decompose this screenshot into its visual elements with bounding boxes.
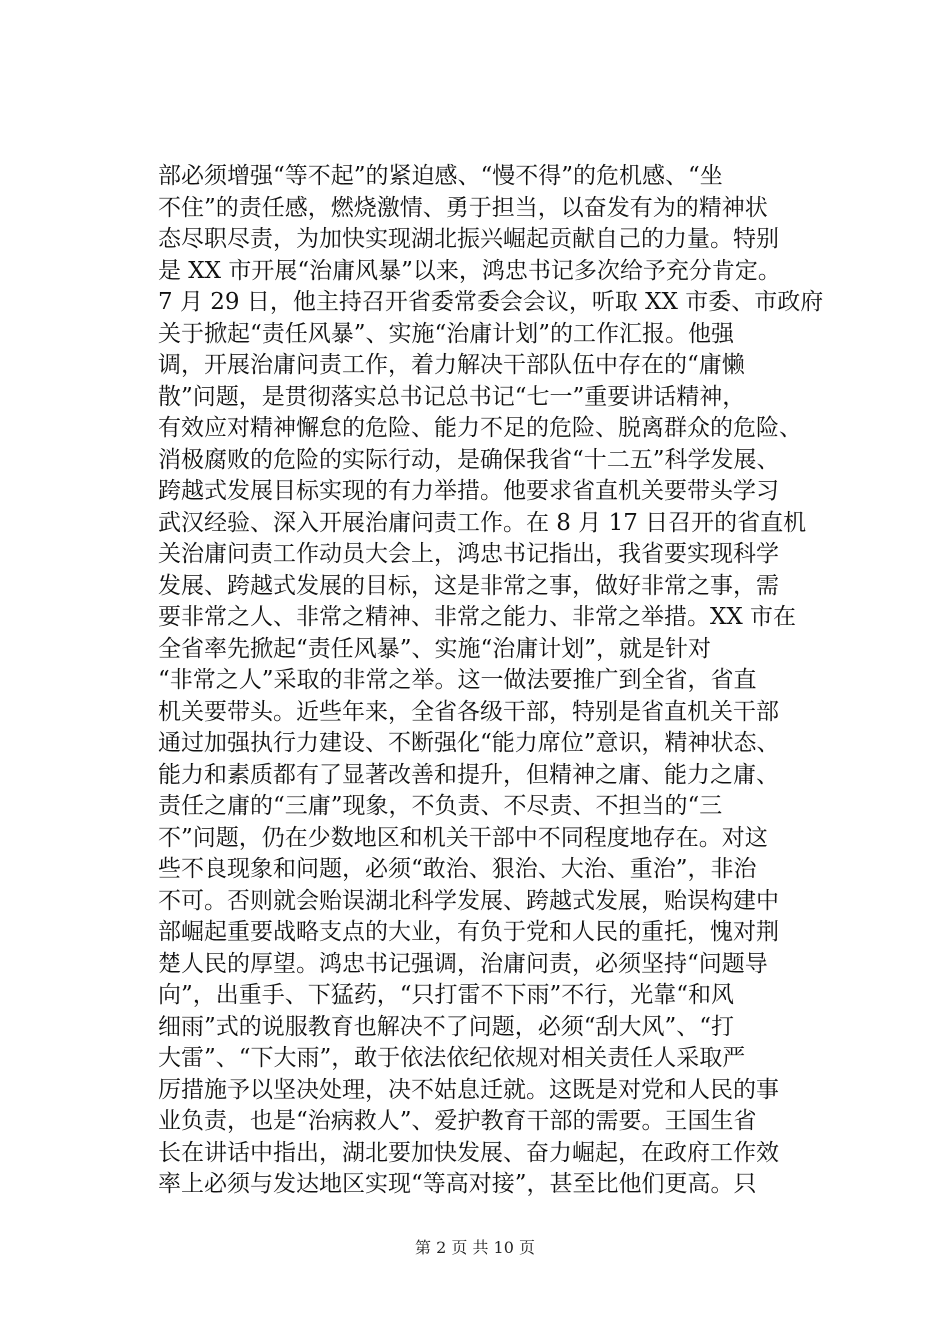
text-line: 厉措施予以坚决处理，决不姑息迁就。这既是对党和人民的事 — [158, 1076, 779, 1103]
page-footer: 第 2 页 共 10 页 — [415, 1238, 535, 1257]
text-line: 散”问题，是贯彻落实总书记总书记“七一”重要讲话精神， — [158, 383, 746, 410]
text-line: 长在讲话中指出，湖北要加快发展、奋力崛起，在政府工作效 — [158, 1139, 779, 1166]
text-line: 关于掀起“责任风暴”、实施“治庸计划”的工作汇报。他强 — [158, 320, 735, 347]
text-line: 向”，出重手、下猛药，“只打雷不下雨”不行，光靠“和风 — [158, 982, 735, 1008]
text-line: 业负责，也是“治病救人”、爱护教育干部的需要。王国生省 — [158, 1108, 757, 1134]
text-line: 跨越式发展目标实现的有力举措。他要求省直机关要带头学习 — [158, 478, 779, 504]
text-line: 不可。否则就会贻误湖北科学发展、跨越式发展，贻误构建中 — [158, 887, 779, 914]
text-line: 通过加强执行力建设、不断强化“能力席位”意识，精神状态、 — [158, 730, 780, 756]
text-line: 态尽职尽责，为加快实现湖北振兴崛起贡献自己的力量。特别 — [158, 226, 779, 252]
text-line: 全省率先掀起“责任风暴”、实施“治庸计划”，就是针对 — [158, 635, 712, 662]
text-line: 不”问题，仍在少数地区和机关干部中不同程度地存在。对这 — [158, 824, 768, 851]
text-line: 是 XX 市开展“治庸风暴”以来，鸿忠书记多次给予充分肯定。 — [158, 257, 781, 284]
text-line: 部必须增强“等不起”的紧迫感、“慢不得”的危机感、“坐 — [158, 163, 723, 189]
text-line: 能力和素质都有了显著改善和提升，但精神之庸、能力之庸、 — [158, 761, 779, 788]
text-line: 大雷”、“下大雨”，敢于依法依纪依规对相关责任人采取严 — [158, 1045, 746, 1071]
text-line: 武汉经验、深入开展治庸问责工作。在 8 月 17 日召开的省直机 — [158, 509, 807, 536]
text-line: 细雨”式的说服教育也解决不了问题，必须“刮大风”、“打 — [158, 1013, 735, 1040]
text-line: 要非常之人、非常之精神、非常之能力、非常之举措。XX 市在 — [158, 604, 797, 630]
text-line: 发展、跨越式发展的目标，这是非常之事，做好非常之事，需 — [158, 572, 779, 599]
text-line: 不住”的责任感，燃烧激情、勇于担当，以奋发有为的精神状 — [158, 194, 768, 221]
text-line: 有效应对精神懈怠的危险、能力不足的危险、脱离群众的危险、 — [158, 415, 802, 441]
text-line: 率上必须与发达地区实现“等高对接”，甚至比他们更高。只 — [158, 1171, 757, 1197]
text-line: 责任之庸的“三庸”现象，不负责、不尽责、不担当的“三 — [158, 793, 723, 819]
text-line: 消极腐败的危险的实际行动，是确保我省“十二五”科学发展、 — [158, 446, 780, 473]
text-line: 7 月 29 日，他主持召开省委常委会会议，听取 XX 市委、市政府 — [158, 289, 824, 315]
text-line: 机关要带头。近些年来，全省各级干部，特别是省直机关干部 — [158, 698, 779, 725]
text-line: 关治庸问责工作动员大会上，鸿忠书记指出，我省要实现科学 — [158, 541, 779, 567]
body-text — [158, 161, 858, 1201]
text-line: 部崛起重要战略支点的大业，有负于党和人民的重托，愧对荆 — [158, 919, 779, 945]
text-line: 楚人民的厚望。鸿忠书记强调，治庸问责，必须坚持“问题导 — [158, 950, 768, 977]
text-line: “非常之人”采取的非常之举。这一做法要推广到全省，省直 — [158, 667, 757, 693]
text-line: 些不良现象和问题，必须“敢治、狠治、大治、重治”，非治 — [158, 856, 757, 882]
text-line: 调，开展治庸问责工作，着力解决干部队伍中存在的“庸懒 — [158, 352, 745, 378]
